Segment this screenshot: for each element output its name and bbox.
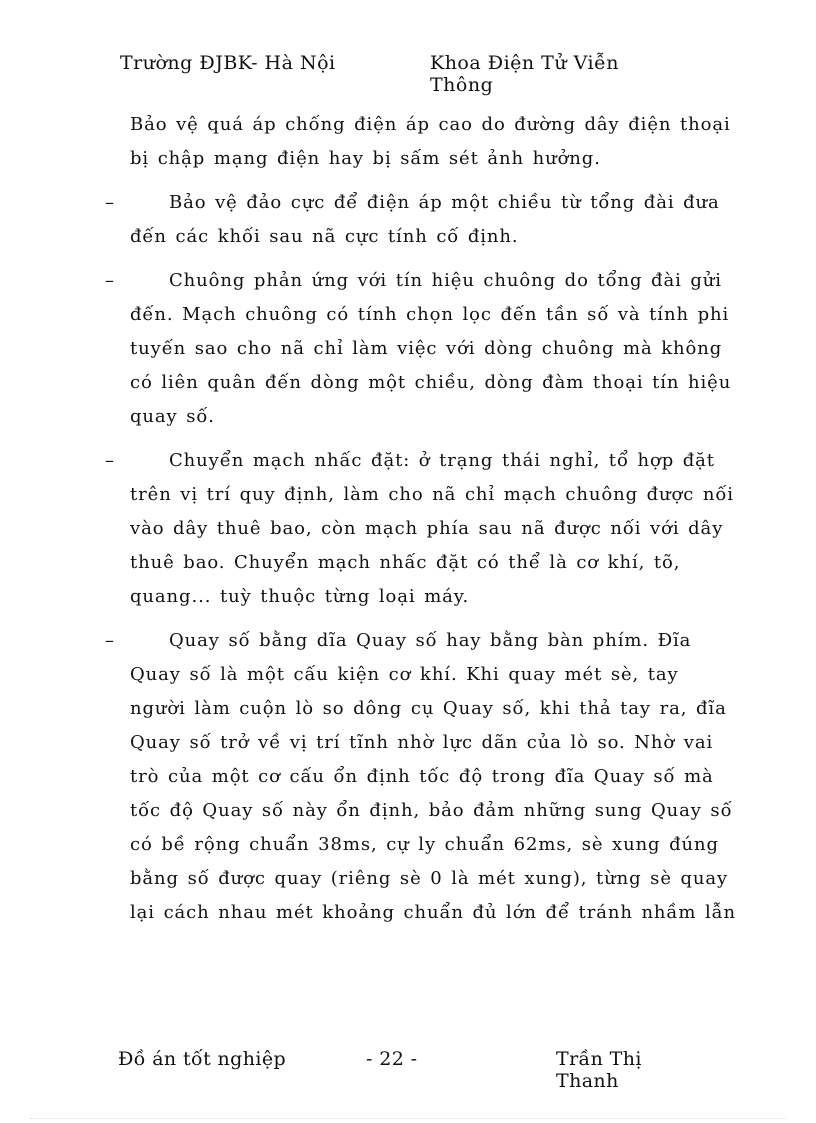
footer-author: Trần Thị Thanh <box>556 1048 642 1092</box>
page-number: - 22 - <box>366 1048 418 1070</box>
text-line: đến các khối sau nã cực tính cố định. <box>130 226 519 247</box>
text-line: Chuyển mạch nhấc đặt: ở trạng thái nghỉ, tổ hợp đặt <box>169 450 715 471</box>
text-line: trên vị trí quy định, làm cho nã chỉ mạch chuông được nối <box>130 484 734 505</box>
footer-document-type: Đồ án tốt nghiệp <box>118 1048 287 1070</box>
text-line: Quay số trở về vị trí tĩnh nhờ lực dãn của lò so. Nhờ vai <box>130 732 714 753</box>
text-line: người làm cuộn lò so dông cụ Quay số, khi thả tay ra, đĩa <box>130 698 727 719</box>
text-line: Bảo vệ quá áp chống điện áp cao do đường dây điện thoại <box>130 114 731 135</box>
text-line: Chuông phản ứng với tín hiệu chuông do tổng đài gửi <box>169 270 722 291</box>
text-line: có liên quân đến dòng một chiều, dòng đàm thoại tín hiệu <box>130 372 732 393</box>
page-header <box>120 52 680 96</box>
text-line: tốc độ Quay số này ổn định, bảo đảm những sung Quay số <box>130 800 733 821</box>
text-line: Bảo vệ đảo cực để điện áp một chiều từ tổng đài đưa <box>169 192 720 213</box>
text-line: lại cách nhau mét khoảng chuẩn đủ lớn để tránh nhầm lẫn <box>130 902 737 923</box>
text-line: có bề rộng chuẩn 38ms, cự ly chuẩn 62ms, sè xung đúng <box>130 834 719 855</box>
text-line: quang... tuỳ thuộc từng loại máy. <box>130 586 470 607</box>
text-line: vào dây thuê bao, còn mạch phía sau nã được nối với dây <box>130 518 724 539</box>
dash-bullet: – <box>105 450 115 471</box>
text-line: đến. Mạch chuông có tính chọn lọc đến tần số và tính phi <box>130 304 730 325</box>
list-item <box>105 624 737 930</box>
dash-bullet: – <box>105 630 115 651</box>
text-line: quay số. <box>130 406 215 427</box>
text-line: tuyến sao cho nã chỉ làm việc với dòng chuông mà không <box>130 338 723 359</box>
dash-bullet: – <box>105 192 115 213</box>
bottom-divider <box>30 1118 786 1119</box>
text-line: trò của một cơ cấu ổn định tốc độ trong đĩa Quay số mà <box>130 766 714 787</box>
page-footer <box>118 1048 698 1092</box>
text-line: bằng số được quay (riêng sè 0 là mét xung), từng sè quay <box>130 868 729 889</box>
text-line: Quay số là một cấu kiện cơ khí. Khi quay mét sè, tay <box>130 664 679 685</box>
page-body <box>105 108 737 940</box>
dash-bullet: – <box>105 270 115 291</box>
text-line: bị chập mạng điện hay bị sấm sét ảnh hưởng. <box>130 148 601 169</box>
list-item <box>105 186 720 254</box>
list-item <box>105 444 734 614</box>
text-line: thuê bao. Chuyển mạch nhấc đặt có thể là cơ khí, tõ, <box>130 552 681 573</box>
text-line: Quay số bằng dĩa Quay số hay bằng bàn phím. Đĩa <box>169 630 692 651</box>
header-school: Trường ĐJBK- Hà Nội <box>120 52 336 74</box>
list-item <box>105 264 732 434</box>
intro-paragraph <box>105 108 731 176</box>
header-faculty: Khoa Điện Tử Viễn Thông <box>430 52 620 96</box>
